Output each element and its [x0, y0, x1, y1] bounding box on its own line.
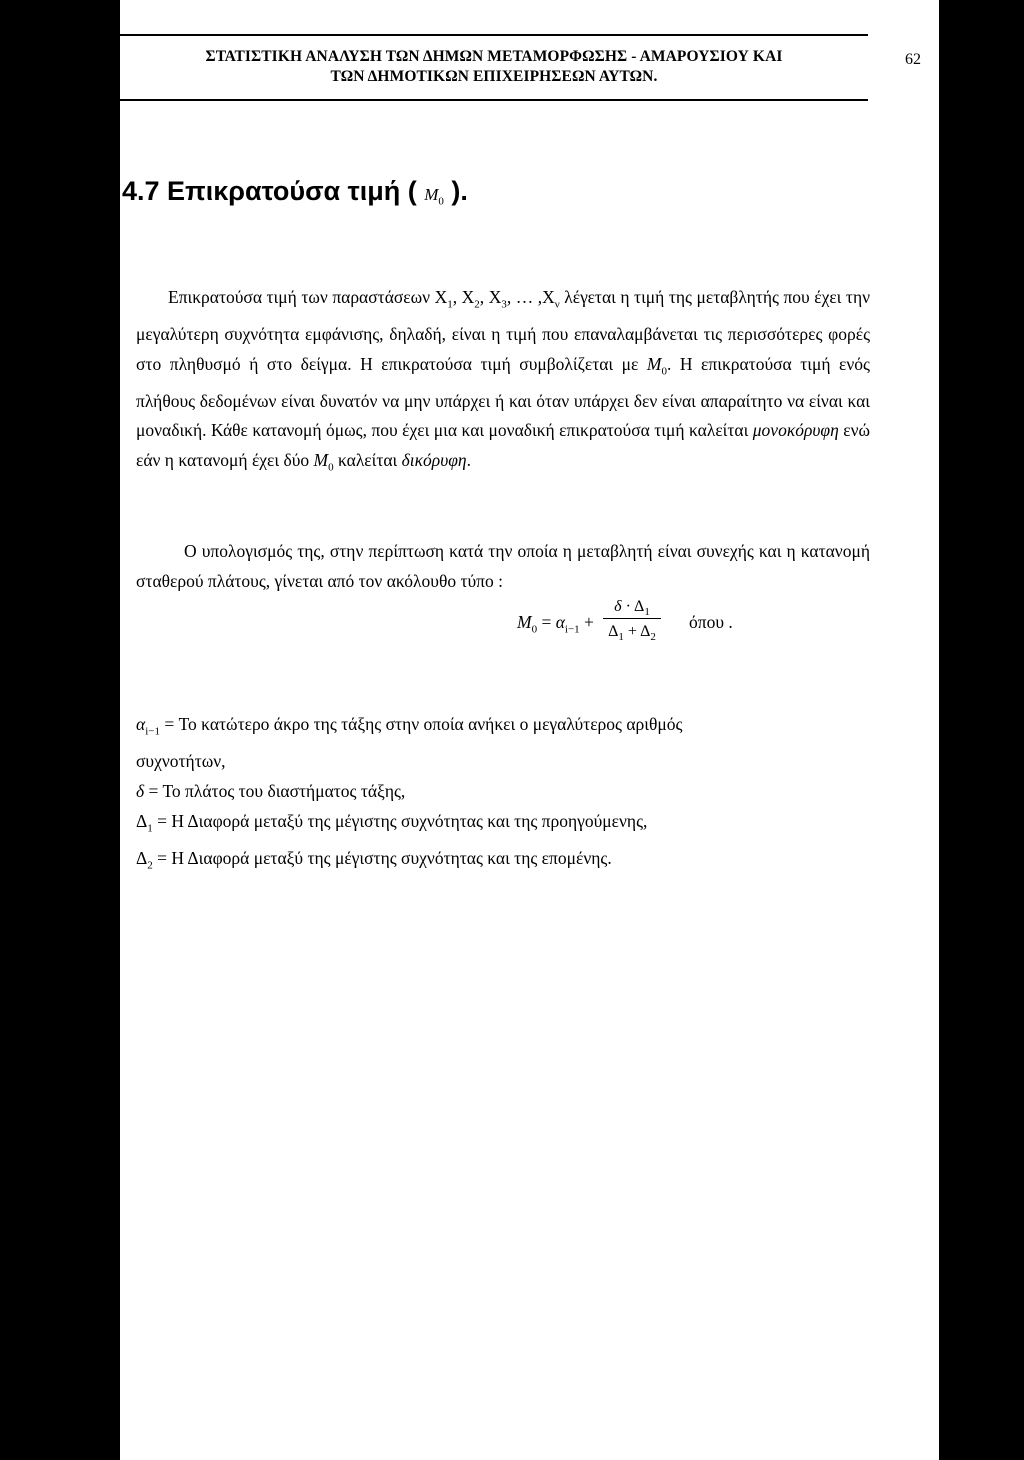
formula-plus: +	[579, 612, 594, 632]
section-title-symbol-m: M	[424, 185, 439, 204]
formula-trailing-text: όπου .	[689, 612, 733, 632]
p1-term-unimodal: μονοκόρυφη	[752, 420, 839, 440]
p1-symbol-mo-2: M	[313, 449, 329, 470]
running-header	[120, 47, 868, 87]
header-top-rule	[120, 34, 868, 36]
p1-text-c: . Η επικρατούσα τιμή ενός πλήθους δεδομένων είναι δυνατόν να μην υπάρχει ή και όταν υπάρχει δεν είναι απαραίτητο να είναι και μοναδική. Κάθε κατανομή όμως, που έχει μια και μοναδική επικρατούσα τιμή καλείται	[136, 353, 870, 440]
p1-symbol-mo-2-sub: 0	[328, 461, 334, 473]
p1-text-a3: , X	[479, 287, 502, 307]
formula-den-D1: Δ	[608, 623, 619, 640]
formula-numerator	[602, 596, 662, 618]
section-title	[122, 176, 468, 207]
section-title-prefix: 4.7 Επικρατούσα τιμή (	[122, 176, 425, 206]
definition-delta	[136, 777, 896, 807]
formula-lhs	[517, 612, 594, 636]
definition-D1	[136, 807, 896, 844]
def-D1-text: = Η Διαφορά μεταξύ της μέγιστης συχνότητας και της προηγούμενης,	[152, 810, 648, 831]
def-D2-text: = Η Διαφορά μεταξύ της μέγιστης συχνότητας και της επομένης.	[152, 848, 612, 869]
p1-text-f: .	[466, 449, 471, 470]
def-alpha-symbol: α	[136, 714, 146, 734]
def-alpha-sub: i−1	[145, 725, 160, 738]
p1-text-e: καλείται	[333, 449, 402, 470]
definitions-list	[136, 710, 896, 881]
document-page	[120, 0, 939, 1460]
formula-m-sub: 0	[531, 623, 538, 636]
formula-fraction	[602, 596, 662, 643]
def-D2-symbol: Δ	[136, 848, 148, 869]
section-title-symbol-sub: 0	[438, 195, 444, 208]
formula-num-dot: ·	[621, 598, 635, 615]
def-D1-symbol: Δ	[136, 810, 148, 831]
definition-alpha-continued: συχνοτήτων,	[136, 751, 226, 772]
section-title-suffix: ).	[443, 176, 468, 206]
formula-den-D2-sub: 2	[650, 631, 656, 644]
definition-D2	[136, 844, 896, 881]
formula-den-D2: Δ	[640, 623, 651, 640]
paragraph-computation: Ο υπολογισμός της, στην περίπτωση κατά την οποία η μεταβλητή είναι συνεχής και η κατανομή σταθερού πλάτους, γίνεται από τον ακόλουθο τύπο :	[136, 541, 870, 591]
def-D1-sub: 1	[147, 822, 153, 835]
formula-equals: =	[537, 612, 556, 632]
formula-denominator	[602, 619, 662, 643]
paragraph-definition	[136, 283, 870, 483]
formula-den-plus: +	[623, 623, 641, 640]
def-D2-sub: 2	[147, 859, 153, 872]
p1-text-a: Επικρατούσα τιμή των παραστάσεων X	[168, 287, 448, 307]
section-title-symbol	[424, 185, 444, 208]
formula-num-D-sub: 1	[644, 606, 650, 619]
p1-symbol-mo: M	[646, 353, 662, 374]
p1-text-d: ενώ εάν η κατανομή έχει δύο	[136, 420, 871, 470]
formula-num-D: Δ	[634, 598, 645, 615]
formula-alpha-sub: i−1	[564, 623, 580, 636]
mode-formula	[517, 596, 817, 656]
p1-symbol-mo-sub: 0	[661, 365, 667, 377]
p1-sub-1: 1	[447, 298, 453, 311]
formula-num-delta: δ	[614, 598, 622, 615]
p1-text-a4: , … ,X	[506, 287, 555, 307]
page-number: 62	[905, 51, 921, 68]
p1-sub-2: 2	[474, 298, 480, 311]
formula-den-D1-sub: 1	[618, 631, 624, 644]
formula-m: M	[517, 612, 532, 632]
p1-text-a2: , X	[452, 287, 475, 307]
def-delta-symbol: δ	[136, 781, 145, 802]
p1-sub-3: 3	[501, 298, 507, 311]
p1-sub-v: ν	[554, 298, 560, 311]
p1-term-bimodal: δικόρυφη	[401, 449, 467, 470]
def-delta-text: = Το πλάτος του διαστήματος τάξης,	[144, 781, 406, 802]
def-alpha-text: = Το κατώτερο άκρο της τάξης στην οποία ανήκει ο μεγαλύτερος αριθμός	[159, 714, 683, 734]
header-line-2: ΤΩΝ ΔΗΜΟΤΙΚΩΝ ΕΠΙΧΕΙΡΗΣΕΩΝ ΑΥΤΩΝ.	[330, 68, 658, 85]
header-bottom-rule	[120, 99, 868, 101]
formula-alpha: α	[555, 612, 565, 632]
p1-text-b: λέγεται η τιμή της μεταβλητής που έχει την μεγαλύτερη συχνότητα εμφάνισης, δηλαδή, είναι η τιμή που επαναλαμβάνεται τις περισσότερες φορές στο πληθυσμό ή στο δείγμα. Η επικρατούσα τιμή συμβολίζεται με	[136, 287, 871, 374]
header-line-1: ΣΤΑΤΙΣΤΙΚΗ ΑΝΑΛΥΣΗ ΤΩΝ ΔΗΜΩΝ ΜΕΤΑΜΟΡΦΩΣΗΣ - ΑΜΑΡΟΥΣΙΟΥ ΚΑΙ	[205, 48, 783, 65]
definition-alpha	[136, 710, 896, 747]
